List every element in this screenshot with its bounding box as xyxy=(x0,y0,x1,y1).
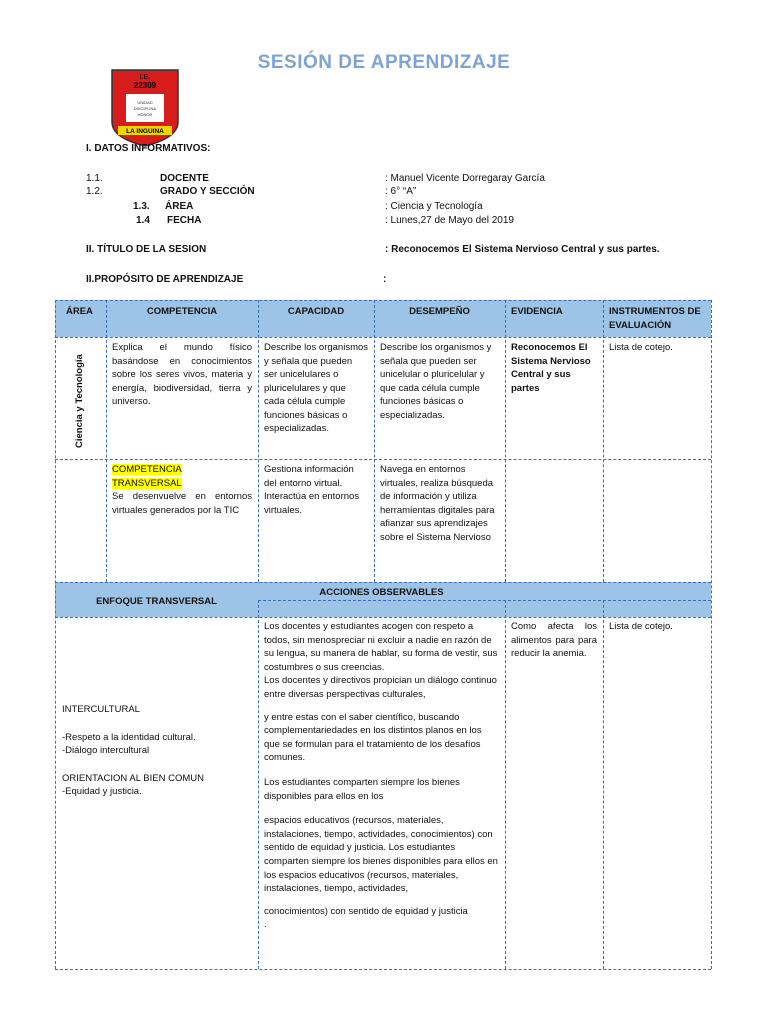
datos-num-3: 1.3. xyxy=(133,201,150,212)
datos-label-grado: GRADO Y SECCIÓN xyxy=(160,186,255,197)
th-area: ÁREA xyxy=(66,306,93,317)
acciones-p7: . xyxy=(264,919,267,931)
row2-desempeno: Navega en entornos virtuales, realiza búsqueda de información y utiliza herramientas digitales para afianzar sus aprendizajes sobre el Sistema Nervioso xyxy=(380,464,495,543)
datos-heading: I. DATOS INFORMATIVOS: xyxy=(86,143,211,154)
enfoque-content xyxy=(56,700,256,802)
row3-evidencia: Como afecta los alimentos para para reducir la anemia. xyxy=(511,621,597,659)
row1-instrumento: Lista de cotejo. xyxy=(609,342,673,353)
acciones-header: ACCIONES OBSERVABLES xyxy=(319,587,444,598)
row1-desempeno: Describe los organismos y señala que pueden ser unicelular o pluricelular y que cada célula cumple funciones básicas o especializadas. xyxy=(380,342,492,421)
badge-name: LA INGUINA xyxy=(126,128,164,135)
enfoque-equidad: -Equidad y justicia. xyxy=(62,786,142,797)
competencia-transversal-label: COMPETENCIA TRANSVERSAL xyxy=(112,464,182,489)
th-competencia: COMPETENCIA xyxy=(146,306,218,317)
row1-evidencia: Reconocemos El Sistema Nervioso Central y sus partes xyxy=(511,342,591,394)
datos-label-fecha: FECHA xyxy=(167,215,202,226)
th-evidencia: EVIDENCIA xyxy=(511,306,563,317)
titulo-value: : Reconocemos El Sistema Nervioso Central y sus partes. xyxy=(385,244,660,255)
th-instrumentos: INSTRUMENTOS DE EVALUACIÓN xyxy=(609,306,701,331)
svg-text:HONOR: HONOR xyxy=(137,112,153,117)
acciones-p2: Los docentes y directivos propician un diálogo continuo entre diversas perspectivas culturales, xyxy=(264,675,497,700)
datos-value-grado: : 6° “A” xyxy=(385,186,417,197)
area-vertical-label: Ciencia y Tecnología xyxy=(74,354,85,448)
datos-num-2: 1.2. xyxy=(86,186,103,197)
acciones-p6: conocimientos) con sentido de equidad y justicia xyxy=(264,905,468,917)
acciones-p4: Los estudiantes comparten siempre los bienes disponibles para ellos en los xyxy=(264,776,460,802)
th-capacidad: CAPACIDAD xyxy=(287,306,345,317)
datos-value-area: : Ciencia y Tecnología xyxy=(385,201,483,212)
th-desempeno: DESEMPEÑO xyxy=(409,306,470,317)
enfoque-respeto: -Respeto a la identidad cultural. xyxy=(62,731,196,743)
proposito-value: : xyxy=(383,274,387,285)
datos-value-fecha: : Lunes,27 de Mayo del 2019 xyxy=(385,215,514,226)
enfoque-bien-comun: ORIENTACION AL BIEN COMUN xyxy=(62,772,204,784)
row2-capacidad: Gestiona información del entorno virtual. Interactúa en entornos virtuales. xyxy=(264,464,360,516)
enfoque-dialogo: -Diálogo intercultural xyxy=(62,745,150,756)
enfoque-intercultural: INTERCULTURAL xyxy=(62,704,140,715)
acciones-p3: y entre estas con el saber científico, buscando complementariedades en los distintos planos en los que se formulan para el tratamiento de los desafíos comunes. xyxy=(264,711,482,764)
proposito-label: II.PROPÓSITO DE APRENDIZAJE xyxy=(86,274,244,285)
datos-value-docente: : Manuel Vicente Dorregaray García xyxy=(385,173,545,184)
row2-competencia-cell xyxy=(106,460,258,520)
school-logo xyxy=(108,66,182,148)
titulo-label: II. TÍTULO DE LA SESION xyxy=(86,244,207,255)
datos-label-docente: DOCENTE xyxy=(160,173,209,184)
row1-capacidad: Describe los organismos y señala que pueden ser unicelulares o pluricelulares y que cada célula cumple funciones básicas o especializadas. xyxy=(264,342,369,434)
row3-instrumento: Lista de cotejo. xyxy=(609,621,673,632)
page-title: SESIÓN DE APRENDIZAJE xyxy=(257,52,511,73)
acciones-p5: espacios educativos (recursos, materiales, instalaciones, tiempo, actividades, conocimientos) con sentido de equidad y justicia. Los estudiantes comparten siempre los bienes disponibles para ellos en los espacios educativos (recursos, materiales, instalaciones, tiempo, actividades, xyxy=(264,815,498,895)
row2-competencia: Se desenvuelve en entornos virtuales generados por la TIC xyxy=(112,491,252,516)
datos-num-1: 1.1. xyxy=(86,173,103,184)
row1-competencia: Explica el mundo físico basándose en conocimientos sobre los seres vivos, materia y energía, biodiversidad, tierra y universo. xyxy=(112,342,252,407)
svg-text:DISCIPLINA: DISCIPLINA xyxy=(133,106,157,111)
datos-label-area: ÁREA xyxy=(165,201,194,212)
enfoque-header: ENFOQUE TRANSVERSAL xyxy=(96,596,217,607)
badge-number: 22309 xyxy=(133,81,157,90)
badge-ie: I.E. xyxy=(139,74,151,81)
datos-num-4: 1.4 xyxy=(136,215,150,226)
acciones-content xyxy=(258,617,505,935)
acciones-p1: Los docentes y estudiantes acogen con respeto a todos, sin menospreciar ni excluir a nadie en razón de su lengua, su manera de hablar, su forma de vestir, sus costumbres o sus creencias. xyxy=(264,621,498,673)
svg-text:UNIDAD: UNIDAD xyxy=(137,100,153,105)
